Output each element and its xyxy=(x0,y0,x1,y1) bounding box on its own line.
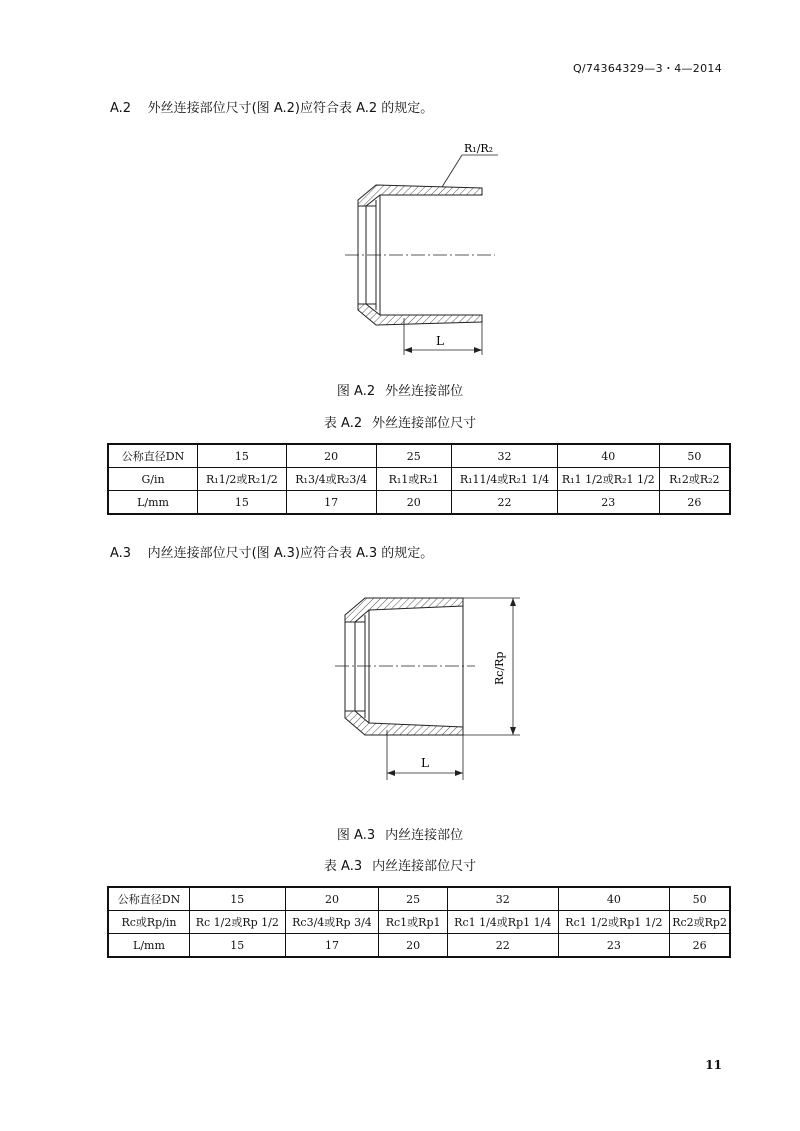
table-cell: 15 xyxy=(189,887,285,911)
fig-a2-bottom-wall xyxy=(358,304,482,325)
table-cell: 25 xyxy=(376,444,452,468)
table-cell: 23 xyxy=(558,934,670,958)
table-cell: 40 xyxy=(557,444,659,468)
table-cell: 公称直径DN xyxy=(108,887,189,911)
fig-a3-bottom-wall xyxy=(345,711,463,735)
fig-a3-thread-label: Rc/Rp xyxy=(493,651,506,685)
table-a3-caption-title: 内丝连接部位尺寸 xyxy=(372,859,477,874)
table-cell: Rc2或Rp2 xyxy=(670,911,730,934)
table-cell: 32 xyxy=(452,444,558,468)
table-cell: Rc 1/2或Rp 1/2 xyxy=(189,911,285,934)
table-cell: 25 xyxy=(379,887,448,911)
figure-a3-caption-title: 内丝连接部位 xyxy=(385,828,464,843)
clause-a3-number: A.3 xyxy=(110,546,132,561)
table-cell: 17 xyxy=(285,934,379,958)
fig-a2-thread-label: R₁/R₂ xyxy=(464,142,494,155)
figure-a2-caption-title: 外丝连接部位 xyxy=(385,384,464,399)
table-cell: 26 xyxy=(670,934,730,958)
table-cell: 15 xyxy=(198,444,287,468)
table-cell: 17 xyxy=(286,491,376,515)
table-cell: 23 xyxy=(557,491,659,515)
table-cell: 20 xyxy=(379,934,448,958)
table-cell: Rc或Rp/in xyxy=(108,911,189,934)
table-a2-caption-title: 外丝连接部位尺寸 xyxy=(372,416,477,431)
table-cell: R₁1/2或R₂1/2 xyxy=(198,468,287,491)
figure-a2-caption-number: 图 A.2 xyxy=(336,384,376,399)
table-a3 xyxy=(107,886,731,958)
table-a2-caption-number: 表 A.2 xyxy=(323,416,363,431)
table-cell: R₁3/4或R₂3/4 xyxy=(286,468,376,491)
table-cell: 15 xyxy=(198,491,287,515)
table-row xyxy=(108,934,730,958)
table-cell: Rc1或Rp1 xyxy=(379,911,448,934)
figure-a2-external-thread xyxy=(330,140,510,365)
table-cell: 22 xyxy=(452,491,558,515)
table-cell: 40 xyxy=(558,887,670,911)
table-cell: L/mm xyxy=(108,491,198,515)
table-row xyxy=(108,911,730,934)
table-row xyxy=(108,491,730,515)
table-cell: 50 xyxy=(659,444,730,468)
table-cell: 22 xyxy=(447,934,558,958)
table-cell: 15 xyxy=(189,934,285,958)
page-number: 11 xyxy=(705,1058,722,1072)
fig-a3-dimension-label: L xyxy=(421,756,429,770)
table-a2-caption xyxy=(0,412,800,431)
clause-a3 xyxy=(110,542,433,561)
table-cell: 20 xyxy=(376,491,452,515)
table-row xyxy=(108,468,730,491)
figure-a3-internal-thread xyxy=(325,590,535,790)
table-cell: 26 xyxy=(659,491,730,515)
figure-a2-caption xyxy=(0,380,800,399)
table-cell: Rc1 1/2或Rp1 1/2 xyxy=(558,911,670,934)
table-cell: L/mm xyxy=(108,934,189,958)
table-cell: 20 xyxy=(285,887,379,911)
table-cell: 50 xyxy=(670,887,730,911)
document-number: Q/74364329—3・4—2014 xyxy=(572,62,722,75)
table-row xyxy=(108,444,730,468)
table-cell: G/in xyxy=(108,468,198,491)
table-a2 xyxy=(107,443,731,515)
fig-a2-dimension-label: L xyxy=(436,334,444,348)
figure-a3-caption xyxy=(0,824,800,843)
table-cell: Rc3/4或Rp 3/4 xyxy=(285,911,379,934)
table-a3-caption xyxy=(0,855,800,874)
fig-a3-top-wall xyxy=(345,598,463,622)
table-cell: R₁1 1/2或R₂1 1/2 xyxy=(557,468,659,491)
table-cell: 32 xyxy=(447,887,558,911)
clause-a2 xyxy=(110,97,433,116)
table-cell: R₁2或R₂2 xyxy=(659,468,730,491)
figure-a3-caption-number: 图 A.3 xyxy=(336,828,376,843)
table-cell: 20 xyxy=(286,444,376,468)
table-row xyxy=(108,887,730,911)
fig-a2-top-wall xyxy=(358,185,482,206)
table-cell: R₁11/4或R₂1 1/4 xyxy=(452,468,558,491)
clause-a3-text: 内丝连接部位尺寸(图 A.3)应符合表 A.3 的规定。 xyxy=(147,546,434,561)
table-cell: 公称直径DN xyxy=(108,444,198,468)
clause-a2-number: A.2 xyxy=(110,101,132,116)
table-a3-caption-number: 表 A.3 xyxy=(323,859,363,874)
clause-a2-text: 外丝连接部位尺寸(图 A.2)应符合表 A.2 的规定。 xyxy=(147,101,434,116)
table-cell: Rc1 1/4或Rp1 1/4 xyxy=(447,911,558,934)
table-cell: R₁1或R₂1 xyxy=(376,468,452,491)
